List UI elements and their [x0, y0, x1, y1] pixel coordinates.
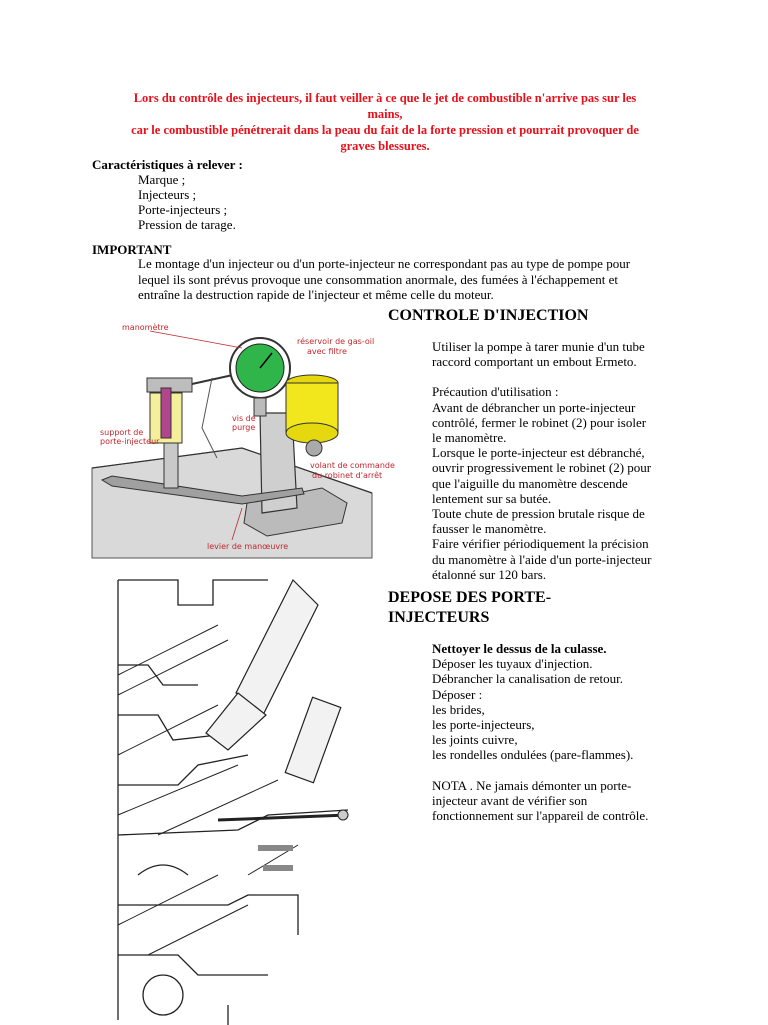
- controle-line: Lorsque le porte-injecteur est débranché, ouvrir progressivement le robinet (2) pour que l'aiguille du manomètre descende lentement sur sa butée.: [432, 445, 652, 506]
- important-text: Le montage d'un injecteur ou d'un porte-injecteur ne correspondant pas au type de pompe pour lequel ils sont prévus provoque une consommation anormale, des fumées à l'échappement et entraîne la destruction rapide de l'injecteur et même celle du moteur.: [138, 256, 631, 302]
- depose-line: les rondelles ondulées (pare-flammes).: [432, 747, 634, 763]
- label-support: support de: [100, 428, 144, 437]
- depose-line: les joints cuivre,: [432, 732, 518, 748]
- depose-title: [388, 588, 628, 628]
- controle-text: [432, 339, 652, 582]
- label-vis-2: purge: [232, 423, 256, 432]
- warning-line: graves blessures.: [340, 139, 430, 153]
- controle-line: Toute chute de pression brutale risque de fausser le manomètre.: [432, 506, 645, 537]
- characteristics-title: Caractéristiques à relever :: [92, 157, 243, 172]
- label-volant-2: du robinet d'arrêt: [312, 471, 383, 480]
- controle-line: Faire vérifier périodiquement la précision du manomètre à l'aide d'un porte-injecteur étalonné sur 120 bars.: [432, 536, 652, 582]
- warning-line: Lors du contrôle des injecteurs, il faut veiller à ce que le jet de combustible n'arrive pas sur les: [133, 91, 637, 105]
- depose-line: les porte-injecteurs,: [432, 717, 535, 733]
- controle-title: CONTROLE D'INJECTION: [388, 307, 589, 324]
- controle-line: Avant de débrancher un porte-injecteur contrôlé, fermer le robinet (2) pour isoler le manomètre.: [432, 399, 647, 446]
- depose-line: Déposer les tuyaux d'injection.: [432, 656, 593, 672]
- controle-intro: Utiliser la pompe à tarer munie d'un tube raccord comportant un embout Ermeto.: [432, 339, 645, 370]
- list-item: Injecteurs ;: [138, 187, 197, 202]
- list-item: Marque ;: [138, 172, 186, 187]
- cylinder-head-section-figure: [118, 575, 368, 1025]
- warning-line: car le combustible pénétrerait dans la peau du fait de la forte pression et pourrait provoquer de: [131, 123, 639, 137]
- depose-title-line: DEPOSE DES PORTE-: [388, 589, 552, 606]
- label-reservoir: réservoir de gas-oil: [297, 337, 375, 346]
- depose-line: Déposer :: [432, 686, 483, 702]
- list-item: Pression de tarage.: [138, 217, 236, 232]
- depose-title-line: INJECTEURS: [388, 609, 490, 626]
- label-volant: volant de commande: [310, 461, 395, 470]
- injector-test-pump-figure: [92, 318, 395, 558]
- label-manometre: manomètre: [122, 323, 169, 332]
- characteristics-list: [138, 172, 236, 232]
- important-title: IMPORTANT: [92, 242, 172, 257]
- depose-text: [432, 641, 652, 823]
- label-support-2: porte-injecteur: [100, 437, 160, 446]
- depose-nota: NOTA . Ne jamais démonter un porte-injecteur avant de vérifier son fonctionnement sur l'appareil de contrôle.: [432, 777, 649, 824]
- label-levier: levier de manœuvre: [207, 542, 289, 551]
- label-vis: vis de: [232, 414, 256, 423]
- safety-warning: [95, 90, 675, 154]
- warning-line: mains,: [367, 107, 403, 121]
- depose-line: les brides,: [432, 701, 485, 717]
- depose-bold-line: Nettoyer le dessus de la culasse.: [432, 641, 607, 656]
- precaution-title: Précaution d'utilisation :: [432, 384, 559, 400]
- label-reservoir-2: avec filtre: [307, 347, 347, 356]
- depose-line: Débrancher la canalisation de retour.: [432, 671, 623, 687]
- list-item: Porte-injecteurs ;: [138, 202, 228, 217]
